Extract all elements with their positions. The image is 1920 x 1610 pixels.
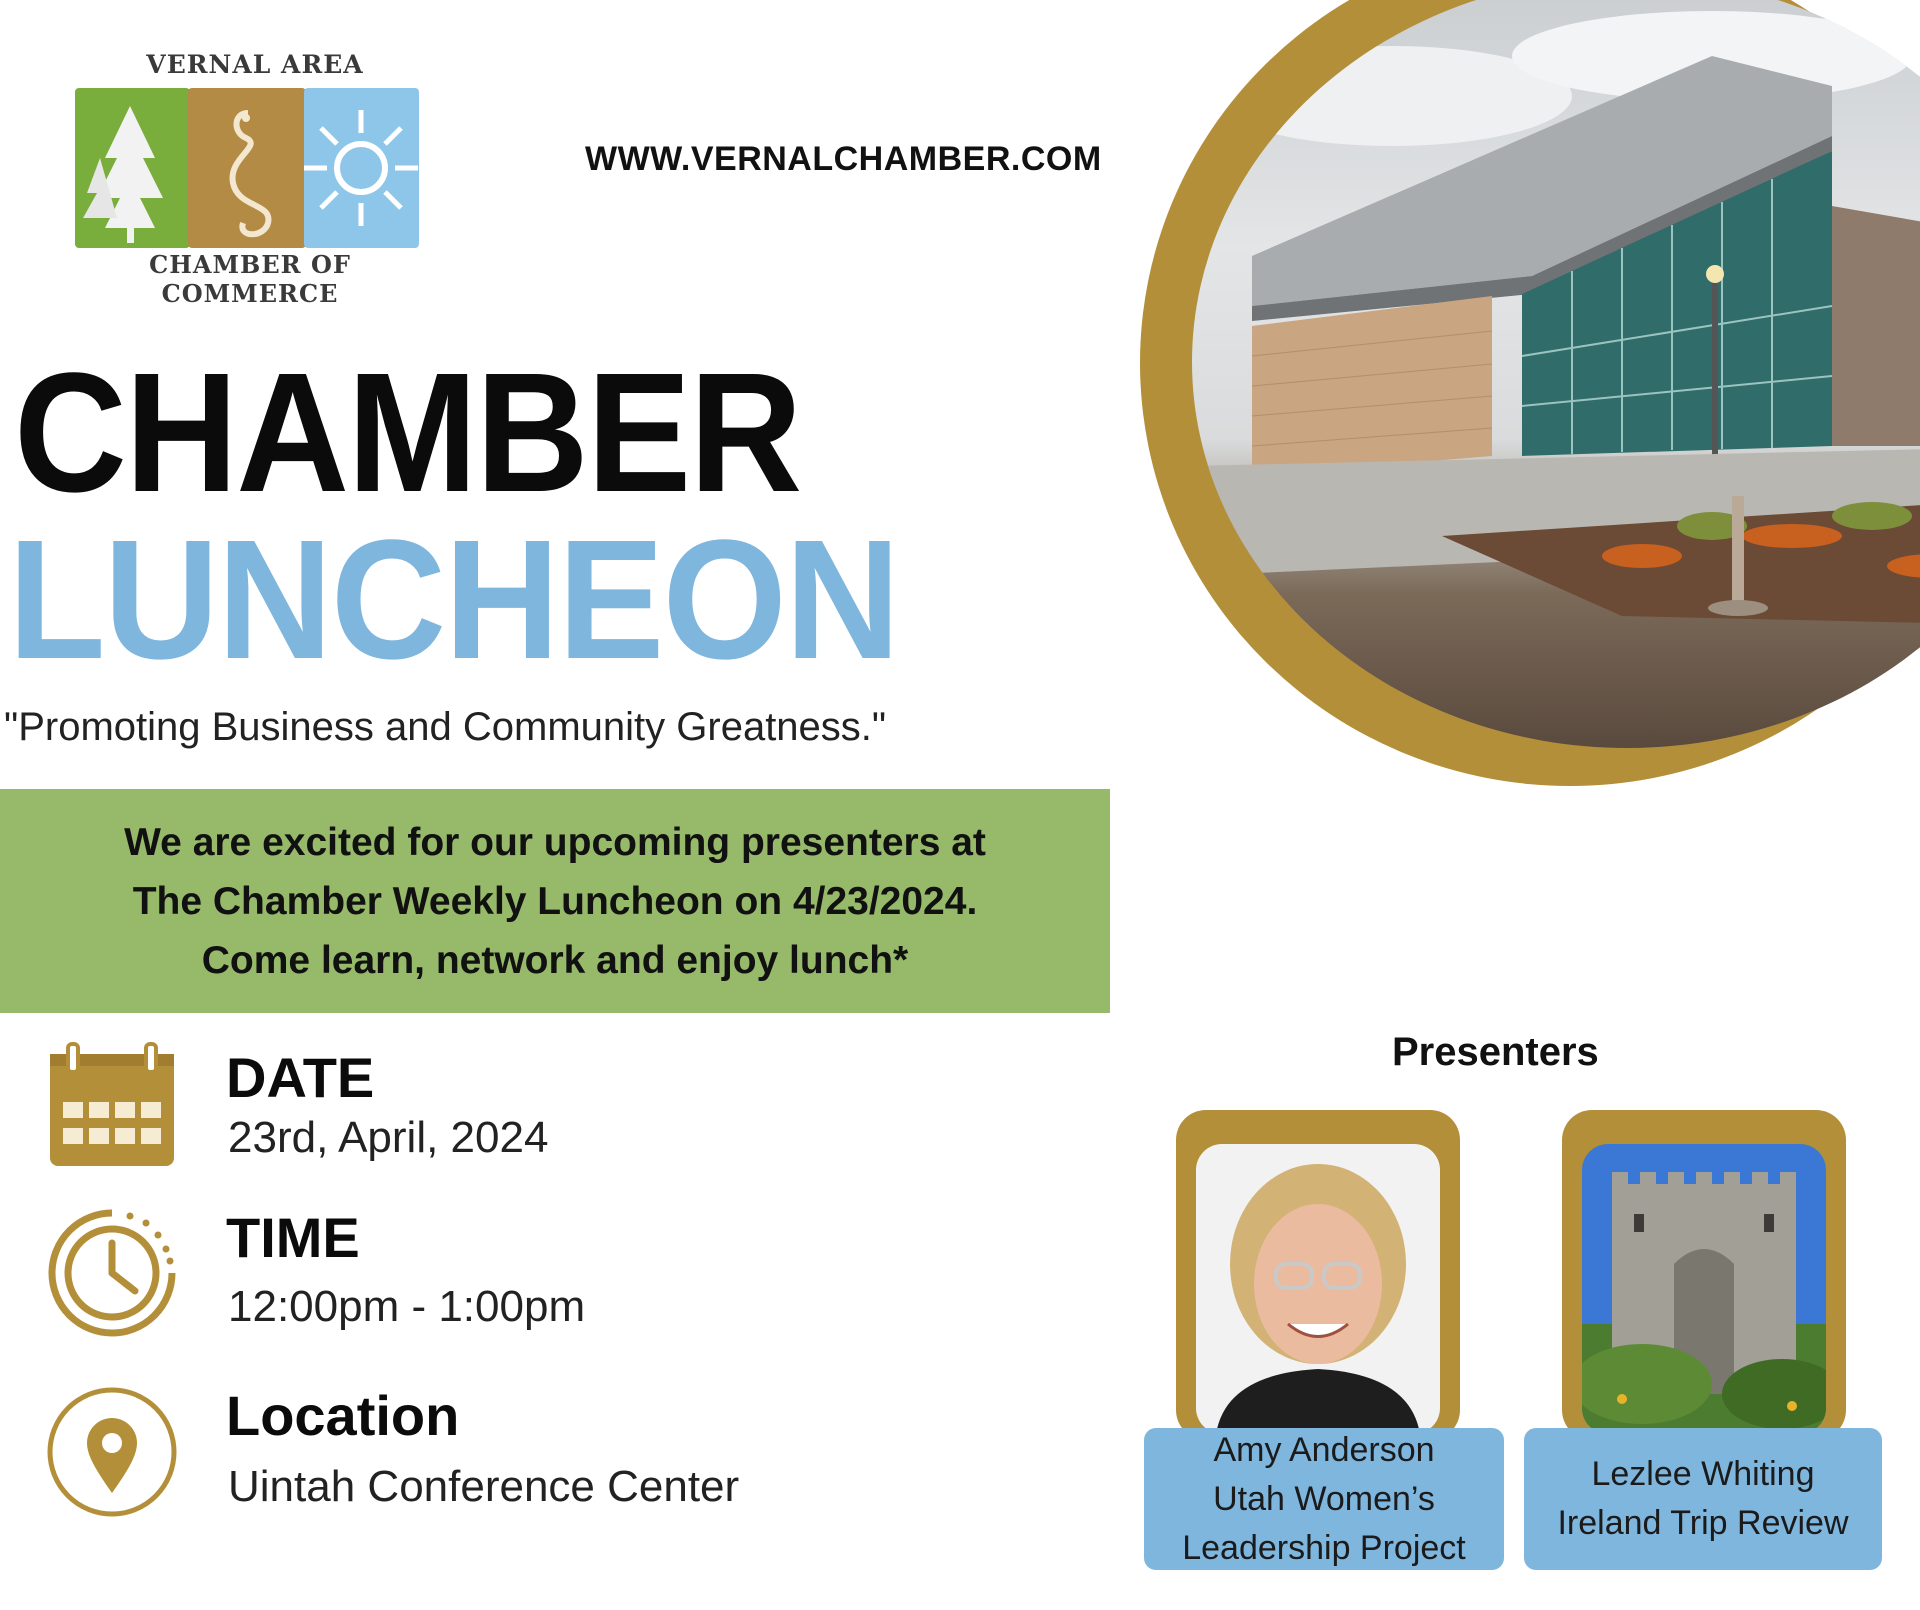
date-label: DATE (226, 1046, 375, 1109)
title-line-2: LUNCHEON (8, 505, 899, 695)
presenter-card-1 (1176, 1110, 1460, 1440)
sun-icon (304, 88, 419, 248)
calendar-icon (45, 1040, 180, 1175)
time-label: TIME (226, 1206, 360, 1269)
tagline: "Promoting Business and Community Greatness." (4, 705, 887, 749)
presenter-1-photo (1196, 1144, 1440, 1434)
presenter-2-photo (1582, 1144, 1826, 1434)
location-label: Location (226, 1384, 460, 1447)
banner-line-2: The Chamber Weekly Luncheon on 4/23/2024. (132, 879, 978, 923)
presenter-1-name: Amy Anderson (1213, 1430, 1435, 1469)
presenter-2-name: Lezlee Whiting (1591, 1455, 1815, 1493)
clock-icon (45, 1205, 180, 1340)
banner-line-1: We are excited for our upcoming presenters at (124, 820, 986, 864)
banner-line-3: Come learn, network and enjoy lunch* (201, 938, 909, 982)
logo-dinosaur-panel (188, 88, 306, 248)
presenter-card-2 (1562, 1110, 1846, 1440)
website-link[interactable]: WWW.VERNALCHAMBER.COM (585, 140, 1102, 178)
presenter-2-caption (1524, 1428, 1882, 1570)
logo-bottom-text: CHAMBER OF COMMERCE (149, 250, 351, 308)
chamber-logo (70, 50, 430, 308)
location-value: Uintah Conference Center (228, 1462, 740, 1511)
date-value: 23rd, April, 2024 (228, 1113, 549, 1162)
presenter-1-caption (1144, 1428, 1504, 1570)
logo-sun-panel (304, 88, 419, 248)
title-line-1: CHAMBER (14, 338, 801, 528)
logo-tree-panel (75, 88, 190, 248)
presenters-heading: Presenters (1392, 1030, 1599, 1074)
presenter-1-topic-line-1: Utah Women’s (1213, 1479, 1435, 1518)
presenter-1-topic-line-2: Leadership Project (1182, 1528, 1466, 1567)
dinosaur-icon (188, 88, 306, 248)
announcement-banner (0, 789, 1110, 1013)
logo-top-text: VERNAL AREA (146, 50, 364, 79)
conference-center-photo (1140, 0, 1920, 786)
presenter-2-topic: Ireland Trip Review (1557, 1504, 1849, 1542)
map-pin-icon (45, 1385, 180, 1520)
time-value: 12:00pm - 1:00pm (228, 1282, 586, 1331)
tree-icon (75, 88, 190, 248)
